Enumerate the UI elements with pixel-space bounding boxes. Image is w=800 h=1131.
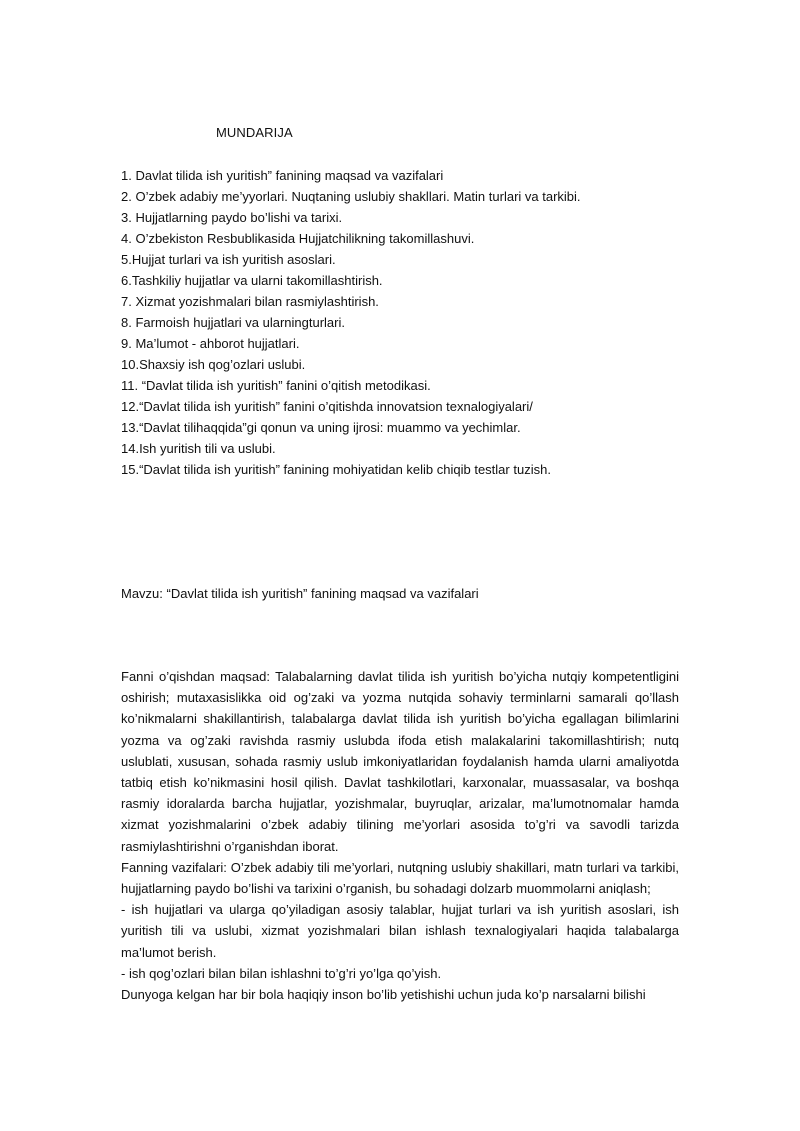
toc-item: 9. Ma’lumot - ahborot hujjatlari. [121, 336, 300, 351]
paragraph-continuation: Dunyoga kelgan har bir bola haqiqiy inson bo’lib yetishishi uchun juda ko’p narsalarni bilishi [121, 987, 646, 1003]
toc-item: 11. “Davlat tilida ish yuritish” fanini o’qitish metodikasi. [121, 378, 431, 393]
toc-item: 7. Xizmat yozishmalari bilan rasmiylashtirish. [121, 294, 379, 309]
table-of-contents [121, 165, 721, 480]
paragraph-tasks: Fanning vazifalari: O’zbek adabiy tili me’yorlari, nutqning uslubiy shakillari, matn turlari va tarkibi, hujjatlarning paydo bo’lishi va tarixini o’rganish, bu sohadagi dolzarb muommolarni aniqlash; [121, 859, 679, 897]
body-text [121, 666, 679, 1005]
paragraph-tasks-item: - ish qog’ozlari bilan bilan ishlashni to’g’ri yo’lga qo’yish. [121, 965, 442, 981]
topic-heading: Mavzu: “Davlat tilida ish yuritish” fanining maqsad va vazifalari [121, 586, 479, 601]
toc-item: 12.“Davlat tilida ish yuritish” fanini o’qitishda innovatsion texnalogiyalari/ [121, 399, 533, 414]
toc-item: 5.Hujjat turlari va ish yuritish asoslari. [121, 252, 336, 267]
toc-item: 14.Ish yuritish tili va uslubi. [121, 441, 276, 456]
paragraph-tasks-item: - ish hujjatlari va ularga qo’yiladigan asosiy talablar, hujjat turlari va ish yuritish asoslari, ish yuritish tili va uslubi, xizmat yozishmalari bilan ishlash texnalogiyalari haqida talabalarga ma’lumot berish. [121, 902, 679, 960]
toc-item: 13.“Davlat tilihaqqida”gi qonun va uning ijrosi: muammo va yechimlar. [121, 420, 521, 435]
toc-item: 2. O’zbek adabiy me’yyorlari. Nuqtaning uslubiy shakllari. Matin turlari va tarkibi. [121, 189, 581, 204]
toc-item: 15.“Davlat tilida ish yuritish” fanining mohiyatidan kelib chiqib testlar tuzish. [121, 462, 551, 477]
toc-item: 6.Tashkiliy hujjatlar va ularni takomillashtirish. [121, 273, 383, 288]
toc-item: 1. Davlat tilida ish yuritish” fanining maqsad va vazifalari [121, 168, 444, 183]
paragraph-purpose: Fanni o’qishdan maqsad: Talabalarning davlat tilida ish yuritish bo’yicha nutqiy kompetentligini oshirish; mutaxasislikka oid og’zaki va yozma nutqida sohaviy terminlarni samarali qo’llash ko’nikmalarni shakillantirish, talabalarga davlat tilida ish yuritish bo’yicha egallagan bilimlarini yozma va og’zaki ravishda rasmiy uslubda ifoda etish malakalarini takomillashtirish; nutq uslublati, xususan, sohada rasmiy uslub imkoniyatlaridan foydalanish hamda ularni amaliyotda tatbiq etish ko’nikmasini hosil qilish. Davlat tashkilotlari, karxonalar, muassasalar, va boshqa rasmiy idoralarda barcha hujjatlar, yozishmalar, buyruqlar, arizalar, ma’lumotnomalar hamda xizmat yozishmalarini o’zbek adabiy tilining me’yorlari asosida to’g’ri va savodli tarizda rasmiylashtirishni o’rganishdan iborat. [121, 669, 679, 854]
toc-title: MUNDARIJA [216, 125, 293, 140]
toc-item: 10.Shaxsiy ish qog’ozlari uslubi. [121, 357, 306, 372]
toc-item: 8. Farmoish hujjatlari va ularningturlari. [121, 315, 345, 330]
toc-item: 3. Hujjatlarning paydo bo’lishi va tarixi. [121, 210, 343, 225]
toc-item: 4. O’zbekiston Resbublikasida Hujjatchilikning takomillashuvi. [121, 231, 475, 246]
